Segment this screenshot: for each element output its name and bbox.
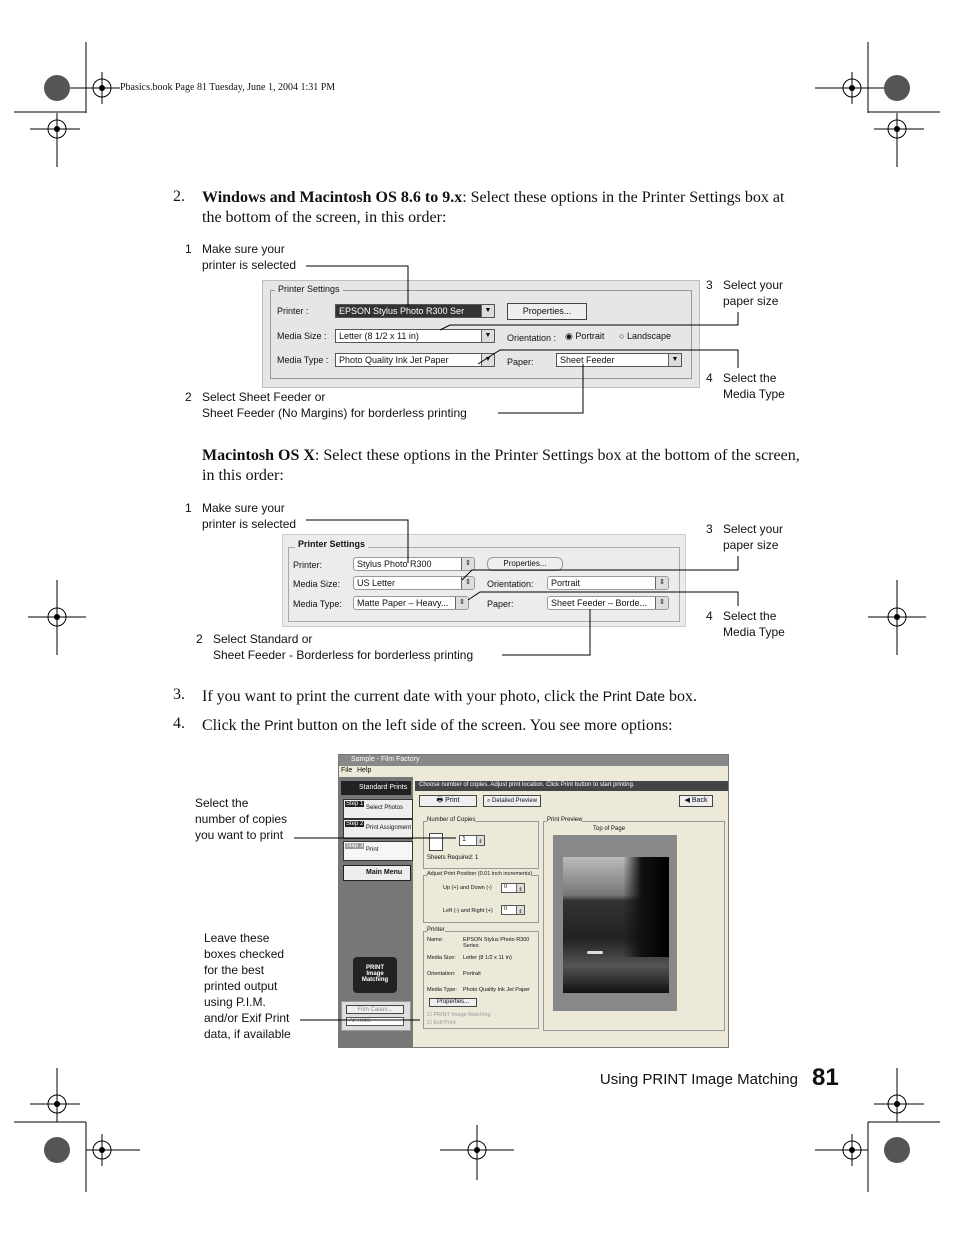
magnifier-icon: ⌕ [486, 798, 491, 804]
win-callout1-line2: printer is selected [202, 258, 297, 272]
win-callout1-number: 1 [185, 242, 192, 256]
step4-ui-print: Print [264, 717, 294, 733]
pim-checkbox-label: PRINT Image Matching [433, 1012, 491, 1018]
step3-label: Print [366, 847, 379, 853]
mac-callout2-number: 2 [196, 632, 203, 646]
win-portrait-label: Portrait [575, 331, 605, 341]
mac-media-size-value: US Letter [357, 578, 396, 588]
step1-num: 1 [360, 801, 364, 807]
mac-media-type-value: Matte Paper – Heavy... [357, 598, 449, 608]
adjust-group-label: Adjust Print Position (0.01 inch increments) [427, 871, 533, 877]
win-c2-nomargins: Sheet Feeder (No Margins [202, 406, 344, 420]
step4-pre: Click the [202, 717, 265, 734]
page-number: 81 [812, 1064, 839, 1091]
step2-bold: Windows and Macintosh OS 8.6 to 9.x [202, 189, 463, 206]
mac-callout4-line1: Select the [723, 609, 777, 623]
main-menu-label: Main Menu [366, 869, 403, 876]
win-c2-pre: Select [202, 390, 239, 404]
film-cases-button[interactable]: Film Cases... [346, 1005, 404, 1014]
mac-printer-label: Printer: [293, 560, 323, 570]
printer-media-type-label: Media Type: [427, 987, 457, 993]
mac-c2-borderless: Sheet Feeder - Borderless [213, 648, 354, 662]
win-printer-value: EPSON Stylus Photo R300 Ser [339, 306, 465, 316]
menu-help[interactable]: Help [357, 767, 372, 774]
pim-logo-line3: Matching [361, 977, 389, 983]
mac-callout3-line1: Select your [723, 522, 784, 536]
win-callout4-number: 4 [706, 371, 713, 385]
left-right-label: Left (-) and Right (+) [443, 908, 493, 914]
chevron-updown-icon: ⇕ [655, 577, 668, 589]
printer-orientation-label: Orientation: [427, 971, 456, 977]
macosx-text: : Select these options in the Printer Settings box at the bottom of the screen, in this order: [202, 447, 800, 484]
copies-group-label: Number of Copies [427, 817, 476, 823]
back-arrow-icon: ◀ [684, 797, 690, 804]
back-button-label: Back [691, 797, 708, 804]
win-landscape-label: Landscape [626, 331, 671, 341]
header-note: Pbasics.book Page 81 Tuesday, June 1, 2004 1:31 PM [120, 82, 336, 93]
chevron-down-icon: ▼ [481, 305, 494, 317]
instructions-text: Choose number of copies. Adjust print location. Click Print button to start printing. [419, 782, 635, 788]
step2-number: 2. [173, 188, 185, 205]
printer-media-type-value: Photo Quality Ink Jet Paper [463, 987, 530, 993]
mac-orientation-value: Portrait [551, 578, 581, 588]
printer-orientation-value: Portrait [463, 971, 481, 977]
step3-pre: If you want to print the current date with your photo, click the [202, 688, 603, 705]
win-media-size-value: Letter (8 1/2 x 11 in) [339, 331, 419, 341]
win-c2-post: ) for borderless printing [343, 406, 467, 420]
shot3-callout2-line2: boxes checked [204, 947, 285, 961]
shot3-callout2-line5: using P.I.M. [204, 995, 266, 1009]
win-paper-label: Paper: [507, 357, 534, 367]
step1-word: Step [346, 801, 359, 807]
win-media-type-label: Media Type : [277, 355, 329, 365]
win-orientation-label: Orientation : [507, 333, 557, 343]
shot3-callout2-line1: Leave these [204, 931, 270, 945]
step3-post: box. [665, 688, 698, 705]
step2-text: : Select these options in the Printer Settings box at the bottom of the screen, in this order: [202, 189, 785, 226]
step3-num: 3 [360, 843, 364, 849]
sheets-required: Sheets Required: 1 [427, 855, 479, 861]
detailed-preview-label: Detailed Preview [492, 798, 538, 804]
win-media-type-value: Photo Quality Ink Jet Paper [339, 355, 449, 365]
printer-media-size-value: Letter (8 1/2 x 11 in) [463, 955, 512, 961]
window-title: Sample - Film Factory [351, 756, 420, 763]
mac-callout1-line2: printer is selected [202, 517, 297, 531]
mac-paper-label: Paper: [487, 599, 514, 609]
mac-c2-pre: Select [213, 632, 250, 646]
printer-name-label: Name: [427, 937, 444, 943]
shot3-callout2-line6: and/or Exif Print [204, 1011, 290, 1025]
mac-printer-value: Stylus Photo R300 [357, 559, 432, 569]
top-of-page-label: Top of Page [593, 826, 626, 832]
win-callout4-line2: Media Type [723, 387, 785, 401]
spinner-icon: ⇕ [516, 906, 524, 914]
pim-logo-line2: Image [366, 971, 384, 977]
step4-post: button on the left side of the screen. You see more options: [293, 717, 673, 734]
win-paper-value: Sheet Feeder [560, 355, 615, 365]
win-callout4-line1: Select the [723, 371, 777, 385]
menu-file[interactable]: File [341, 767, 353, 774]
win-c2-sheet: Sheet Feeder [238, 390, 312, 404]
step2-label: Print Assignment [366, 825, 412, 831]
copies-value: 1 [462, 836, 466, 843]
macosx-bold: Macintosh OS X [202, 447, 315, 464]
up-down-value: 0 [504, 884, 508, 890]
win-printer-label: Printer : [277, 306, 309, 316]
mac-callout4-line2: Media Type [723, 625, 785, 639]
mac-paper-value: Sheet Feeder – Borde... [551, 598, 648, 608]
mac-callout1-number: 1 [185, 501, 192, 515]
mac-c2-standard: Standard [249, 632, 299, 646]
win-callout3-line1: Select your [723, 278, 784, 292]
printer-name-value: EPSON Stylus Photo R300 Series [463, 937, 530, 949]
chevron-down-icon: ▼ [481, 330, 494, 342]
step2-num: 2 [360, 821, 364, 827]
mac-orientation-label: Orientation: [487, 579, 534, 589]
preview-group-label: Print Preview [547, 817, 583, 823]
mac-properties-button[interactable]: Properties... [487, 557, 563, 571]
step3-number: 3. [173, 686, 185, 703]
left-right-value: 0 [504, 906, 508, 912]
printer-group-label: Printer [427, 927, 445, 933]
printer-properties-button[interactable]: Properties... [429, 998, 477, 1007]
mac-callout4-number: 4 [706, 609, 713, 623]
win-callout3-number: 3 [706, 278, 713, 292]
win-media-size-label: Media Size : [277, 331, 327, 341]
win-portrait-radio[interactable]: ◉ Portrait [565, 331, 605, 341]
chevron-updown-icon: ⇕ [455, 597, 468, 609]
up-down-label: Up (+) and Down (-) [443, 885, 492, 891]
shot3-callout2-line3: for the best [204, 963, 265, 977]
footer-title: Using PRINT Image Matching [599, 1071, 798, 1088]
chevron-down-icon: ▼ [668, 354, 681, 366]
mac-callout3-number: 3 [706, 522, 713, 536]
win-c2-or: or [311, 390, 326, 404]
printer-media-size-label: Media Size: [427, 955, 456, 961]
rolls-value: All Rolls [349, 1018, 371, 1024]
exif-checkbox-label: Exif Print [433, 1020, 456, 1026]
shot3-callout2-line7: data, if available [204, 1027, 291, 1041]
chevron-updown-icon: ⇕ [461, 577, 474, 589]
win-landscape-radio[interactable]: ○ Landscape [619, 331, 671, 341]
mac-media-type-label: Media Type: [293, 599, 342, 609]
mac-callout3-line2: paper size [723, 538, 779, 552]
step3-word: Step [346, 843, 359, 849]
win-callout1-line1: Make sure your [202, 242, 285, 256]
shot3-callout2-line4: printed output [204, 979, 278, 993]
spinner-icon: ⇕ [516, 884, 524, 892]
mac-media-size-label: Media Size: [293, 579, 341, 589]
win-properties-button[interactable]: Properties... [507, 303, 587, 320]
shot3-callout1-line2: number of copies [195, 812, 288, 826]
pim-checkbox[interactable]: ☑ PRINT Image Matching [427, 1012, 491, 1018]
pim-logo-line1: PRINT [366, 965, 384, 971]
spinner-icon: ⇕ [476, 836, 484, 845]
step3-ui-print-date: Print Date [602, 688, 666, 704]
win-callout3-line2: paper size [723, 294, 779, 308]
chevron-down-icon: ▼ [481, 354, 494, 366]
step2-word: Step [346, 821, 359, 827]
mac-c2-post: for borderless printing [353, 648, 474, 662]
standard-prints-label: Standard Prints [359, 784, 408, 791]
shot3-callout1-line3: you want to print [195, 828, 284, 842]
mac-callout1-line1: Make sure your [202, 501, 285, 515]
chevron-updown-icon: ⇕ [655, 597, 668, 609]
mac-panel-title: Printer Settings [295, 539, 368, 549]
print-button-label: Print [445, 797, 460, 804]
exif-checkbox[interactable]: ☑ Exif Print [427, 1020, 456, 1026]
win-callout2-number: 2 [185, 390, 192, 404]
chevron-updown-icon: ⇕ [461, 558, 474, 570]
shot3-callout1-line1: Select the [195, 796, 249, 810]
step4-number: 4. [173, 715, 185, 732]
mac-c2-or: or [298, 632, 313, 646]
step1-label: Select Photos [366, 805, 404, 811]
printer-icon: 🖶 [436, 797, 444, 804]
win-panel-title: Printer Settings [275, 284, 343, 294]
